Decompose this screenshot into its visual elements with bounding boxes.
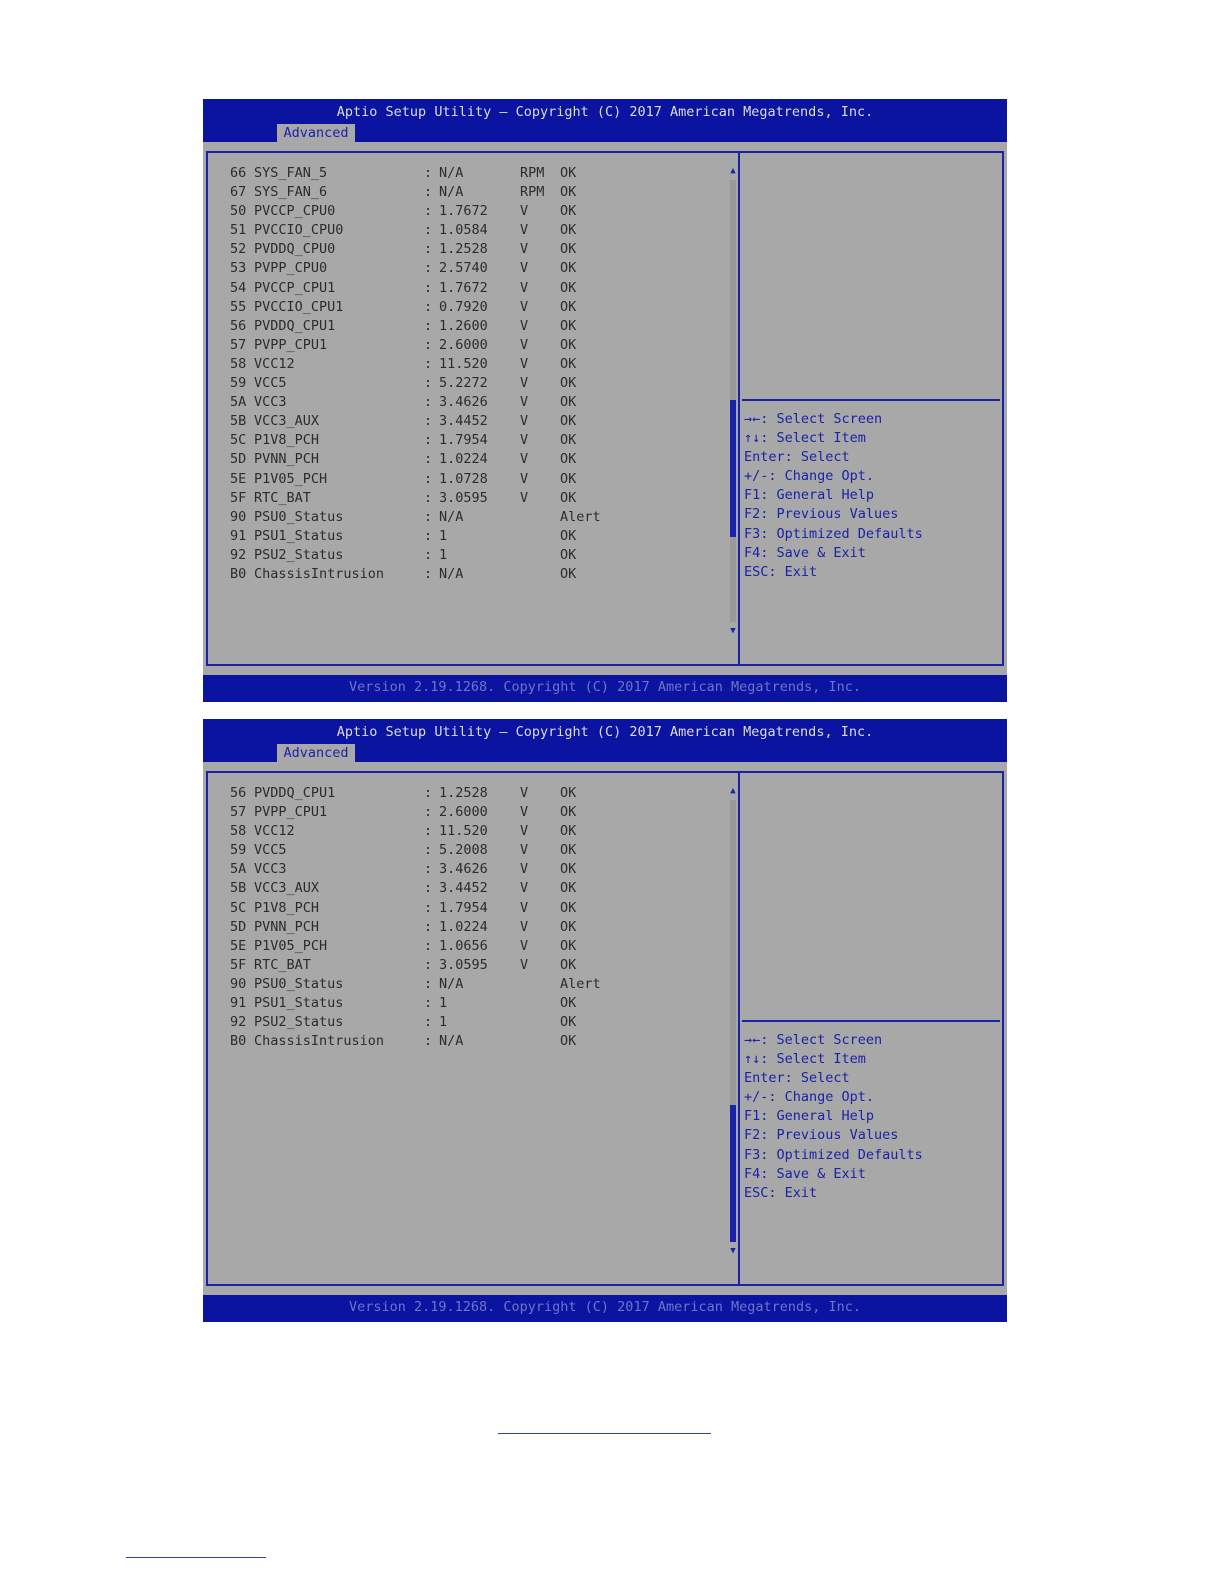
sensor-id: 5F [230, 956, 247, 973]
footer-bar [203, 675, 1007, 702]
sensor-name: PSU0_Status [254, 508, 344, 525]
key-help-item: ↑↓: Select Item [744, 430, 866, 447]
sensor-name: PVNN_PCH [254, 451, 320, 468]
sensor-id: 5A [230, 861, 247, 878]
sensor-value: 2.6000 [439, 804, 488, 821]
sensor-name: PSU2_Status [254, 1014, 344, 1031]
key-help-item: →←: Select Screen [744, 1032, 883, 1048]
sensor-status: OK [560, 546, 577, 563]
sensor-name: P1V05_PCH [254, 937, 328, 954]
sensor-value: 1.0728 [439, 470, 488, 487]
sensor-value: N/A [439, 508, 464, 525]
separator: : [424, 298, 433, 315]
sensor-value: N/A [439, 975, 464, 992]
separator: : [424, 451, 433, 468]
sensor-status: OK [560, 260, 577, 277]
sensor-value: 1.0224 [439, 451, 488, 468]
sensor-unit: V [520, 842, 529, 859]
sensor-name: PSU1_Status [254, 527, 344, 544]
separator: : [424, 165, 433, 181]
sensor-unit: V [520, 451, 529, 468]
separator: : [424, 260, 433, 277]
sensor-value: 1.0584 [439, 222, 488, 239]
key-help-item: Enter: Select [744, 1070, 850, 1087]
sensor-name: P1V05_PCH [254, 470, 328, 487]
sensor-status: OK [560, 336, 577, 353]
sensor-status: OK [560, 842, 577, 859]
separator: : [424, 1033, 433, 1050]
sensor-name: SYS_FAN_6 [254, 184, 328, 201]
sensor-unit: V [520, 241, 529, 258]
key-help-item: F4: Save & Exit [744, 1165, 866, 1182]
sensor-name: SYS_FAN_5 [254, 165, 328, 181]
sensor-name: VCC5 [254, 375, 287, 392]
sensor-name: PVDDQ_CPU1 [254, 785, 336, 801]
sensor-id: 5C [230, 432, 247, 449]
sensor-name: P1V8_PCH [254, 899, 320, 916]
sensor-status: OK [560, 241, 577, 258]
sensor-status: OK [560, 394, 577, 411]
separator: : [424, 565, 433, 582]
sensor-value: 3.0595 [439, 489, 488, 506]
sensor-unit: V [520, 937, 529, 954]
help-panel [738, 151, 1004, 666]
sensor-value: 1 [439, 995, 448, 1012]
sensor-id: 59 [230, 842, 247, 859]
sensor-value: 3.4626 [439, 861, 488, 878]
sensor-name: VCC3 [254, 861, 287, 878]
sensor-value: 1.2600 [439, 317, 488, 334]
sensor-value: 1.0224 [439, 918, 488, 935]
separator: : [424, 1014, 433, 1031]
sensor-status: OK [560, 1033, 577, 1050]
sensor-status: OK [560, 565, 577, 582]
sensor-value: 2.6000 [439, 336, 488, 353]
key-help-item: F1: General Help [744, 487, 875, 504]
sensor-status: OK [560, 956, 577, 973]
sensor-id: 92 [230, 1014, 247, 1031]
sensor-id: 5B [230, 413, 247, 430]
key-help-item: +/-: Change Opt. [744, 1089, 875, 1106]
sensor-status: OK [560, 298, 577, 315]
sensor-value: N/A [439, 565, 464, 582]
scrollbar[interactable] [729, 166, 737, 636]
sensor-name: PSU2_Status [254, 546, 344, 563]
sensor-status: OK [560, 203, 577, 220]
sensor-id: 66 [230, 165, 247, 181]
sensor-value: 1.7672 [439, 203, 488, 220]
sensor-name: PSU1_Status [254, 995, 344, 1012]
sensor-unit: V [520, 861, 529, 878]
sensor-status: OK [560, 470, 577, 487]
sensor-name: VCC12 [254, 355, 295, 372]
sensor-status: OK [560, 489, 577, 506]
sensor-status: OK [560, 861, 577, 878]
scroll-up-arrow-icon[interactable]: ▲ [730, 786, 736, 796]
sensor-id: 57 [230, 336, 247, 353]
separator: : [424, 375, 433, 392]
sensor-value: 0.7920 [439, 298, 488, 315]
separator: : [424, 489, 433, 506]
sensor-status: OK [560, 785, 577, 801]
key-help-item: ↑↓: Select Item [744, 1051, 866, 1068]
scroll-up-arrow-icon[interactable]: ▲ [730, 166, 736, 176]
separator: : [424, 413, 433, 430]
sensor-id: 5B [230, 880, 247, 897]
sensor-name: VCC3_AUX [254, 413, 320, 430]
help-divider [742, 1020, 1000, 1022]
sensor-id: 56 [230, 317, 247, 334]
sensor-status: OK [560, 1014, 577, 1031]
separator: : [424, 508, 433, 525]
separator: : [424, 861, 433, 878]
separator: : [424, 394, 433, 411]
sensor-unit: V [520, 470, 529, 487]
sensor-name: VCC3_AUX [254, 880, 320, 897]
sensor-name: PVPP_CPU0 [254, 260, 328, 277]
sensor-id: 91 [230, 995, 247, 1012]
separator: : [424, 470, 433, 487]
sensor-id: 5D [230, 451, 247, 468]
sensor-value: 5.2008 [439, 842, 488, 859]
sensor-id: 5F [230, 489, 247, 506]
scroll-thumb[interactable] [730, 1105, 736, 1242]
sensor-id: 54 [230, 279, 247, 296]
scroll-thumb[interactable] [730, 400, 736, 537]
sensor-unit: V [520, 413, 529, 430]
sensor-unit: V [520, 222, 529, 239]
sensor-name: VCC12 [254, 823, 295, 840]
separator: : [424, 527, 433, 544]
sensor-status: OK [560, 899, 577, 916]
title-bar [203, 99, 1007, 142]
separator: : [424, 880, 433, 897]
sensor-value: 3.4452 [439, 880, 488, 897]
separator: : [424, 241, 433, 258]
bios-screen-1 [203, 99, 1007, 702]
sensor-status: OK [560, 880, 577, 897]
separator: : [424, 336, 433, 353]
separator: : [424, 279, 433, 296]
sensor-name: PVNN_PCH [254, 918, 320, 935]
sensor-status: Alert [560, 508, 601, 525]
key-help-item: ESC: Exit [744, 1184, 818, 1201]
sensor-unit: V [520, 203, 529, 220]
title-bar [203, 719, 1007, 762]
key-help-item: F3: Optimized Defaults [744, 525, 923, 542]
sensor-unit: V [520, 317, 529, 334]
sensor-id: 55 [230, 298, 247, 315]
sensor-value: N/A [439, 165, 464, 181]
sensor-id: 5D [230, 918, 247, 935]
key-help-item: →←: Select Screen [744, 411, 883, 427]
sensor-id: 90 [230, 975, 247, 992]
sensor-value: 1.2528 [439, 241, 488, 258]
scrollbar[interactable] [729, 786, 737, 1256]
sensor-id: 67 [230, 184, 247, 201]
separator: : [424, 355, 433, 372]
sensor-list-panel [206, 151, 738, 666]
sensor-name: PVCCP_CPU0 [254, 203, 336, 220]
sensor-id: 5A [230, 394, 247, 411]
sensor-status: OK [560, 375, 577, 392]
sensor-status: OK [560, 355, 577, 372]
footer-bar [203, 1295, 1007, 1322]
key-help-list [744, 1032, 923, 1204]
sensor-value: N/A [439, 1033, 464, 1050]
sensor-unit: V [520, 804, 529, 821]
sensor-name: ChassisIntrusion [254, 565, 385, 582]
scroll-down-arrow-icon[interactable]: ▼ [730, 1246, 736, 1256]
sensor-status: OK [560, 937, 577, 954]
sensor-status: OK [560, 451, 577, 468]
sensor-id: B0 [230, 565, 247, 582]
sensor-value: 11.520 [439, 355, 488, 372]
key-help-item: Enter: Select [744, 449, 850, 466]
sensor-value: 1 [439, 527, 448, 544]
tab-advanced[interactable]: Advanced [277, 744, 355, 762]
sensor-value: 5.2272 [439, 375, 488, 392]
sensor-unit: V [520, 785, 529, 801]
sensor-id: 56 [230, 785, 247, 801]
sensor-name: PVCCP_CPU1 [254, 279, 336, 296]
footnote-link-underline[interactable] [126, 1557, 266, 1558]
sensor-value: N/A [439, 184, 464, 201]
sensor-id: 58 [230, 823, 247, 840]
title-text: Aptio Setup Utility – Copyright (C) 2017 American Megatrends, Inc. [336, 104, 874, 120]
sensor-status: OK [560, 184, 577, 201]
sensor-status: OK [560, 222, 577, 239]
sensor-unit: V [520, 375, 529, 392]
sensor-name: RTC_BAT [254, 956, 311, 973]
scroll-track[interactable] [730, 800, 736, 1242]
sensor-value: 3.4626 [439, 394, 488, 411]
sensor-unit: V [520, 956, 529, 973]
key-help-item: +/-: Change Opt. [744, 468, 875, 485]
sensor-unit: V [520, 336, 529, 353]
sensor-id: 5C [230, 899, 247, 916]
sensor-list-panel [206, 771, 738, 1286]
key-help-item: F2: Previous Values [744, 506, 899, 523]
sensor-unit: RPM [520, 165, 545, 181]
separator: : [424, 975, 433, 992]
sensor-id: 58 [230, 355, 247, 372]
sensor-status: OK [560, 995, 577, 1012]
sensor-unit: V [520, 918, 529, 935]
separator: : [424, 317, 433, 334]
key-help-item: F1: General Help [744, 1108, 875, 1125]
sensor-unit: V [520, 899, 529, 916]
tab-advanced[interactable]: Advanced [277, 124, 355, 142]
sensor-unit: V [520, 260, 529, 277]
separator: : [424, 937, 433, 954]
sensor-status: OK [560, 413, 577, 430]
sensor-name: PVCCIO_CPU0 [254, 222, 344, 239]
sensor-name: PSU0_Status [254, 975, 344, 992]
sensor-id: 59 [230, 375, 247, 392]
sensor-unit: V [520, 298, 529, 315]
sensor-status: OK [560, 918, 577, 935]
sensor-unit: V [520, 880, 529, 897]
sensor-name: PVDDQ_CPU0 [254, 241, 336, 258]
sensor-id: 50 [230, 203, 247, 220]
sensor-status: OK [560, 432, 577, 449]
sensor-id: 5E [230, 470, 247, 487]
sensor-unit: V [520, 432, 529, 449]
sensor-value: 3.4452 [439, 413, 488, 430]
separator: : [424, 804, 433, 821]
separator: : [424, 203, 433, 220]
sensor-value: 11.520 [439, 823, 488, 840]
sensor-status: OK [560, 165, 577, 181]
footer-text: Version 2.19.1268. Copyright (C) 2017 American Megatrends, Inc. [348, 1299, 862, 1315]
sensor-id: 53 [230, 260, 247, 277]
sensor-id: B0 [230, 1033, 247, 1050]
help-divider [742, 399, 1000, 401]
sensor-name: VCC5 [254, 842, 287, 859]
separator: : [424, 995, 433, 1012]
sensor-name: RTC_BAT [254, 489, 311, 506]
sensor-status: OK [560, 823, 577, 840]
separator: : [424, 222, 433, 239]
sensor-value: 1.7672 [439, 279, 488, 296]
sensor-name: VCC3 [254, 394, 287, 411]
scroll-down-arrow-icon[interactable]: ▼ [730, 626, 736, 636]
sensor-value: 1.7954 [439, 432, 488, 449]
sensor-status: Alert [560, 975, 601, 992]
sensor-id: 5E [230, 937, 247, 954]
separator: : [424, 918, 433, 935]
key-help-item: F2: Previous Values [744, 1127, 899, 1144]
footer-text: Version 2.19.1268. Copyright (C) 2017 American Megatrends, Inc. [348, 679, 862, 695]
separator: : [424, 899, 433, 916]
sensor-unit: V [520, 279, 529, 296]
sensor-name: PVCCIO_CPU1 [254, 298, 344, 315]
hyperlink-underline[interactable] [498, 1433, 711, 1434]
sensor-name: PVDDQ_CPU1 [254, 317, 336, 334]
separator: : [424, 432, 433, 449]
sensor-value: 2.5740 [439, 260, 488, 277]
sensor-status: OK [560, 279, 577, 296]
sensor-value: 1 [439, 1014, 448, 1031]
sensor-unit: V [520, 489, 529, 506]
bios-screen-2 [203, 719, 1007, 1322]
separator: : [424, 956, 433, 973]
sensor-unit: V [520, 355, 529, 372]
separator: : [424, 546, 433, 563]
sensor-unit: V [520, 823, 529, 840]
sensor-unit: RPM [520, 184, 545, 201]
separator: : [424, 785, 433, 801]
sensor-name: PVPP_CPU1 [254, 336, 328, 353]
sensor-value: 1.7954 [439, 899, 488, 916]
key-help-item: ESC: Exit [744, 563, 818, 580]
separator: : [424, 842, 433, 859]
key-help-item: F3: Optimized Defaults [744, 1146, 923, 1163]
sensor-id: 52 [230, 241, 247, 258]
sensor-status: OK [560, 804, 577, 821]
sensor-id: 90 [230, 508, 247, 525]
scroll-track[interactable] [730, 180, 736, 622]
sensor-unit: V [520, 394, 529, 411]
sensor-value: 1.2528 [439, 785, 488, 801]
sensor-status: OK [560, 317, 577, 334]
sensor-id: 92 [230, 546, 247, 563]
sensor-name: P1V8_PCH [254, 432, 320, 449]
key-help-list [744, 411, 923, 583]
sensor-id: 91 [230, 527, 247, 544]
key-help-item: F4: Save & Exit [744, 544, 866, 561]
title-text: Aptio Setup Utility – Copyright (C) 2017 American Megatrends, Inc. [336, 724, 874, 740]
sensor-id: 51 [230, 222, 247, 239]
sensor-status: OK [560, 527, 577, 544]
sensor-id: 57 [230, 804, 247, 821]
sensor-value: 1 [439, 546, 448, 563]
separator: : [424, 184, 433, 201]
separator: : [424, 823, 433, 840]
sensor-name: PVPP_CPU1 [254, 804, 328, 821]
sensor-name: ChassisIntrusion [254, 1033, 385, 1050]
sensor-value: 1.0656 [439, 937, 488, 954]
help-panel [738, 771, 1004, 1286]
sensor-value: 3.0595 [439, 956, 488, 973]
